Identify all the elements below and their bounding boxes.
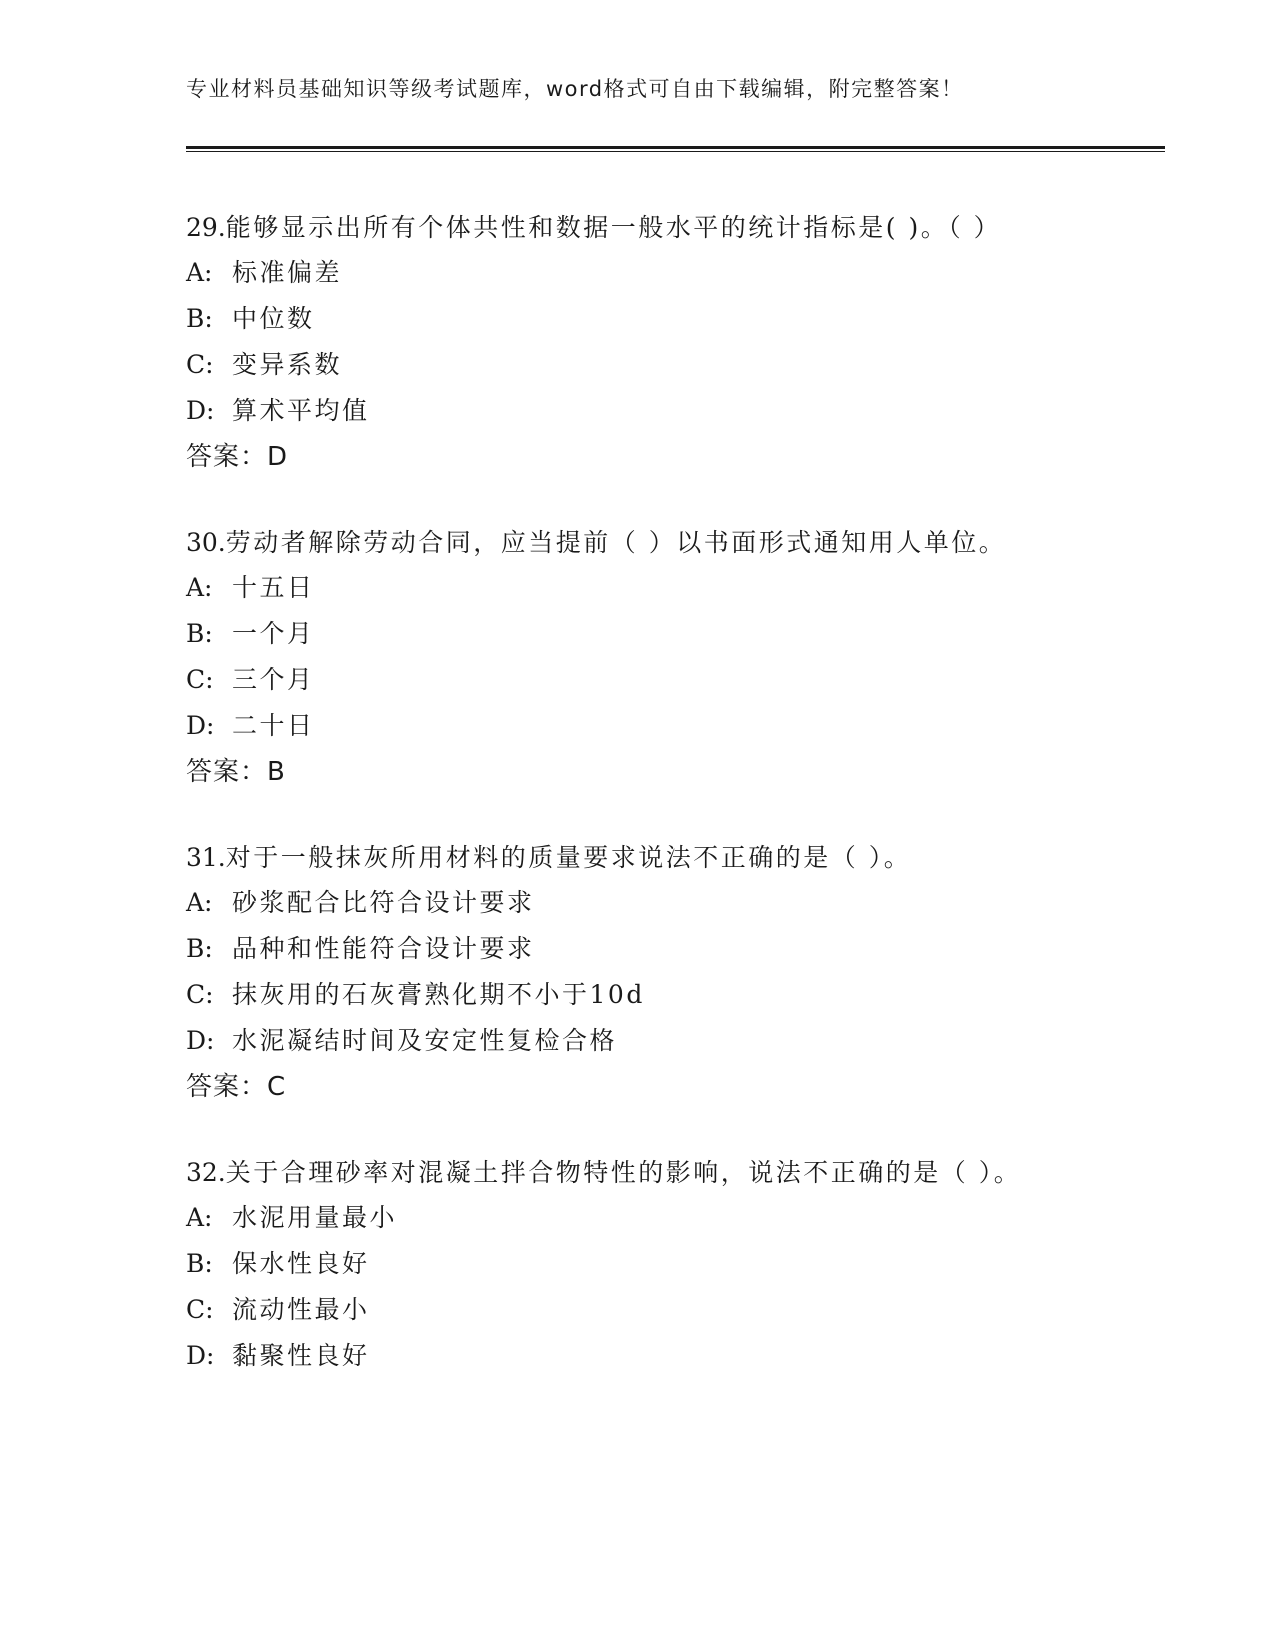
question-text: 能够显示出所有个体共性和数据一般水平的统计指标是( )。（ ） bbox=[225, 213, 1002, 242]
option-d bbox=[186, 1018, 1046, 1064]
header-rule-thin bbox=[186, 151, 1165, 152]
option-b bbox=[186, 296, 1046, 342]
option-text: 抹灰用的石灰膏熟化期不小于10d bbox=[232, 980, 645, 1009]
option-text: 一个月 bbox=[232, 619, 315, 648]
option-letter: D: bbox=[186, 1341, 215, 1370]
option-b bbox=[186, 926, 1046, 972]
question-stem bbox=[186, 520, 1046, 565]
option-c bbox=[186, 342, 1046, 388]
option-text: 品种和性能符合设计要求 bbox=[232, 934, 535, 963]
option-text: 水泥凝结时间及安定性复检合格 bbox=[232, 1026, 618, 1055]
option-letter: B: bbox=[186, 934, 213, 963]
option-text: 水泥用量最小 bbox=[232, 1203, 398, 1232]
question-31 bbox=[186, 835, 1046, 1110]
option-letter: D: bbox=[186, 1026, 215, 1055]
option-a bbox=[186, 880, 1046, 926]
answer-line: 答案：C bbox=[186, 1072, 287, 1102]
question-text: 关于合理砂率对混凝土拌合物特性的影响，说法不正确的是（ ）。 bbox=[225, 1158, 1022, 1187]
option-text: 保水性良好 bbox=[232, 1249, 370, 1278]
question-32 bbox=[186, 1150, 1046, 1379]
question-30 bbox=[186, 520, 1046, 795]
answer-line: 答案：B bbox=[186, 757, 286, 787]
option-text: 算术平均值 bbox=[232, 396, 370, 425]
question-stem bbox=[186, 1150, 1046, 1195]
option-text: 变异系数 bbox=[232, 350, 343, 379]
option-text: 二十日 bbox=[232, 711, 315, 740]
page-header: 专业材料员基础知识等级考试题库，word格式可自由下载编辑，附完整答案！ bbox=[186, 77, 964, 101]
option-text: 十五日 bbox=[232, 573, 315, 602]
option-d bbox=[186, 1333, 1046, 1379]
option-b bbox=[186, 1241, 1046, 1287]
question-text: 对于一般抹灰所用材料的质量要求说法不正确的是（ ）。 bbox=[225, 843, 912, 872]
option-text: 砂浆配合比符合设计要求 bbox=[232, 888, 535, 917]
question-stem bbox=[186, 835, 1046, 880]
option-letter: A: bbox=[186, 258, 213, 287]
option-letter: C: bbox=[186, 1295, 214, 1324]
option-d bbox=[186, 388, 1046, 434]
option-letter: A: bbox=[186, 1203, 213, 1232]
option-d bbox=[186, 703, 1046, 749]
option-letter: A: bbox=[186, 888, 213, 917]
question-text: 劳动者解除劳动合同，应当提前（ ）以书面形式通知用人单位。 bbox=[225, 528, 1007, 557]
question-number: 31. bbox=[186, 843, 226, 872]
option-letter: D: bbox=[186, 711, 215, 740]
option-a bbox=[186, 1195, 1046, 1241]
question-number: 32. bbox=[186, 1158, 226, 1187]
option-c bbox=[186, 657, 1046, 703]
option-text: 三个月 bbox=[232, 665, 315, 694]
option-letter: C: bbox=[186, 350, 214, 379]
option-text: 流动性最小 bbox=[232, 1295, 370, 1324]
question-stem bbox=[186, 205, 1046, 250]
option-b bbox=[186, 611, 1046, 657]
option-letter: B: bbox=[186, 1249, 213, 1278]
question-number: 30. bbox=[186, 528, 226, 557]
option-c bbox=[186, 972, 1046, 1018]
question-29 bbox=[186, 205, 1046, 480]
header-rule-thick bbox=[186, 146, 1165, 149]
option-text: 中位数 bbox=[232, 304, 315, 333]
option-c bbox=[186, 1287, 1046, 1333]
option-letter: B: bbox=[186, 304, 213, 333]
option-letter: B: bbox=[186, 619, 213, 648]
option-a bbox=[186, 565, 1046, 611]
option-letter: C: bbox=[186, 665, 214, 694]
answer-line: 答案：D bbox=[186, 442, 289, 472]
option-text: 黏聚性良好 bbox=[232, 1341, 370, 1370]
question-number: 29. bbox=[186, 213, 226, 242]
option-letter: C: bbox=[186, 980, 214, 1009]
option-text: 标准偏差 bbox=[232, 258, 343, 287]
option-a bbox=[186, 250, 1046, 296]
option-letter: A: bbox=[186, 573, 213, 602]
question-list bbox=[186, 205, 1046, 1419]
option-letter: D: bbox=[186, 396, 215, 425]
